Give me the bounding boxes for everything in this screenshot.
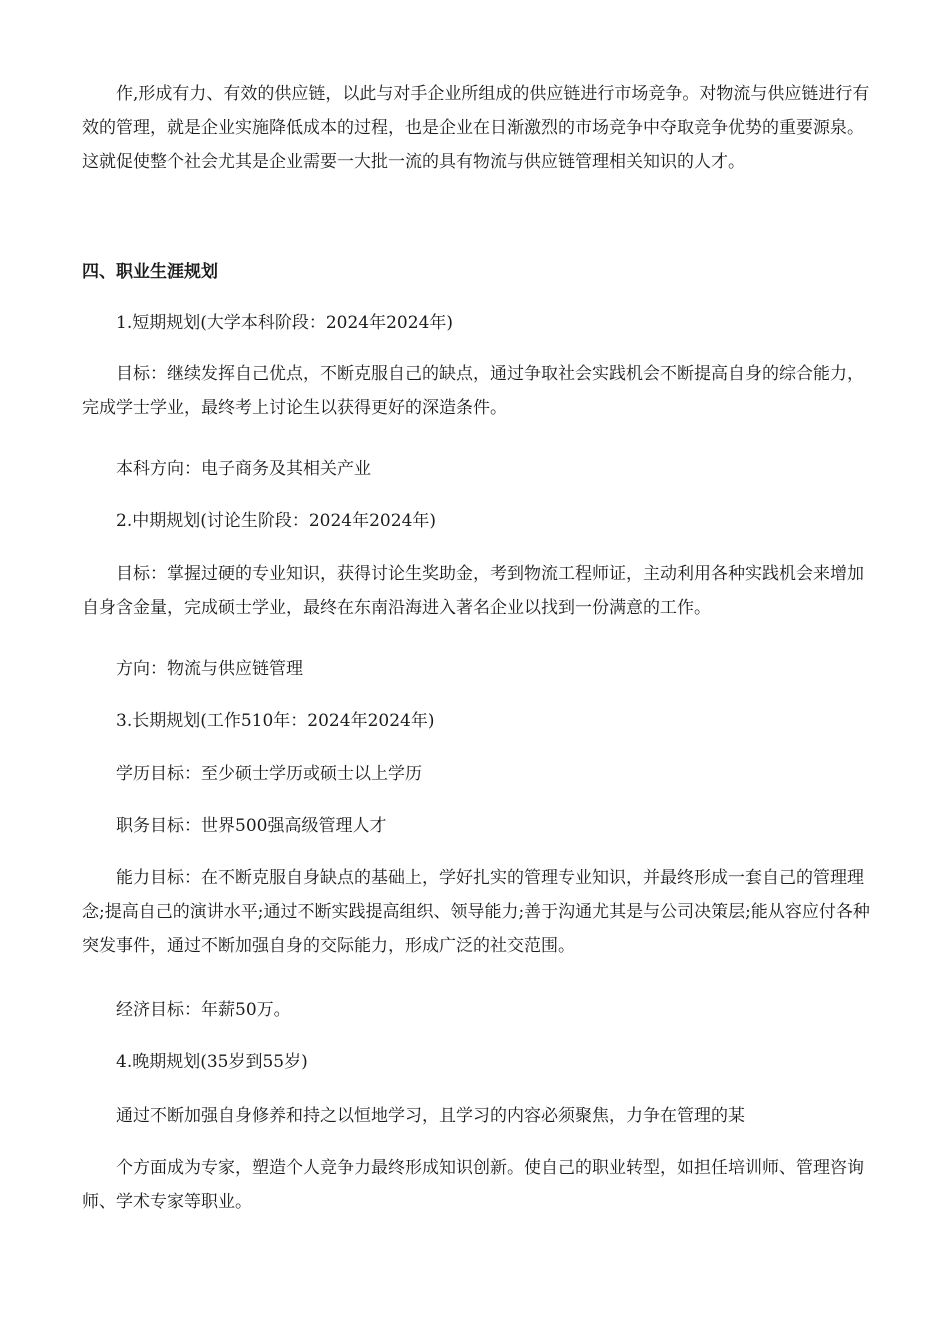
mid-term-direction: 方向：物流与供应链管理 [116,659,303,679]
mid-term-title: 2.中期规划(讨论生阶段：2024年2024年) [116,511,437,531]
short-term-direction: 本科方向：电子商务及其相关产业 [116,459,371,479]
long-term-title: 3.长期规划(工作510年：2024年2024年) [116,711,435,731]
long-term-position-goal: 职务目标：世界500强高级管理人才 [116,816,387,836]
late-term-paragraph-2: 个方面成为专家，塑造个人竞争力最终形成知识创新。使自己的职业转型，如担任培训师、管理咨询师、学术专家等职业。 [82,1158,864,1212]
long-term-education-goal: 学历目标：至少硕士学历或硕士以上学历 [116,764,422,784]
long-term-economic-goal: 经济目标：年薪50万。 [116,1000,291,1020]
section-heading: 四、职业生涯规划 [82,262,218,282]
intro-paragraph: 作,形成有力、有效的供应链，以此与对手企业所组成的供应链进行市场竞争。对物流与供应链进行有效的管理，就是企业实施降低成本的过程，也是企业在日渐激烈的市场竞争中夺取竞争优势的重要源泉。这就促使整个社会尤其是企业需要一大批一流的具有物流与供应链管理相关知识的人才。 [82,84,870,172]
short-term-title: 1.短期规划(大学本科阶段：2024年2024年) [116,313,454,333]
short-term-goal: 目标：继续发挥自己优点，不断克服自己的缺点，通过争取社会实践机会不断提高自身的综合能力，完成学士学业，最终考上讨论生以获得更好的深造条件。 [82,364,864,418]
late-term-title: 4.晚期规划(35岁到55岁) [116,1052,308,1072]
long-term-ability-goal: 能力目标：在不断克服自身缺点的基础上，学好扎实的管理专业知识，并最终形成一套自己的管理理念;提高自己的演讲水平;通过不断实践提高组织、领导能力;善于沟通尤其是与公司决策层;能从容应付各种突发事件，通过不断加强自身的交际能力，形成广泛的社交范围。 [82,868,870,956]
mid-term-goal: 目标：掌握过硬的专业知识，获得讨论生奖助金，考到物流工程师证，主动利用各种实践机会来增加自身含金量，完成硕士学业，最终在东南沿海进入著名企业以找到一份满意的工作。 [82,564,864,618]
late-term-paragraph-1: 通过不断加强自身修养和持之以恒地学习，且学习的内容必须聚焦，力争在管理的某 [116,1106,745,1126]
